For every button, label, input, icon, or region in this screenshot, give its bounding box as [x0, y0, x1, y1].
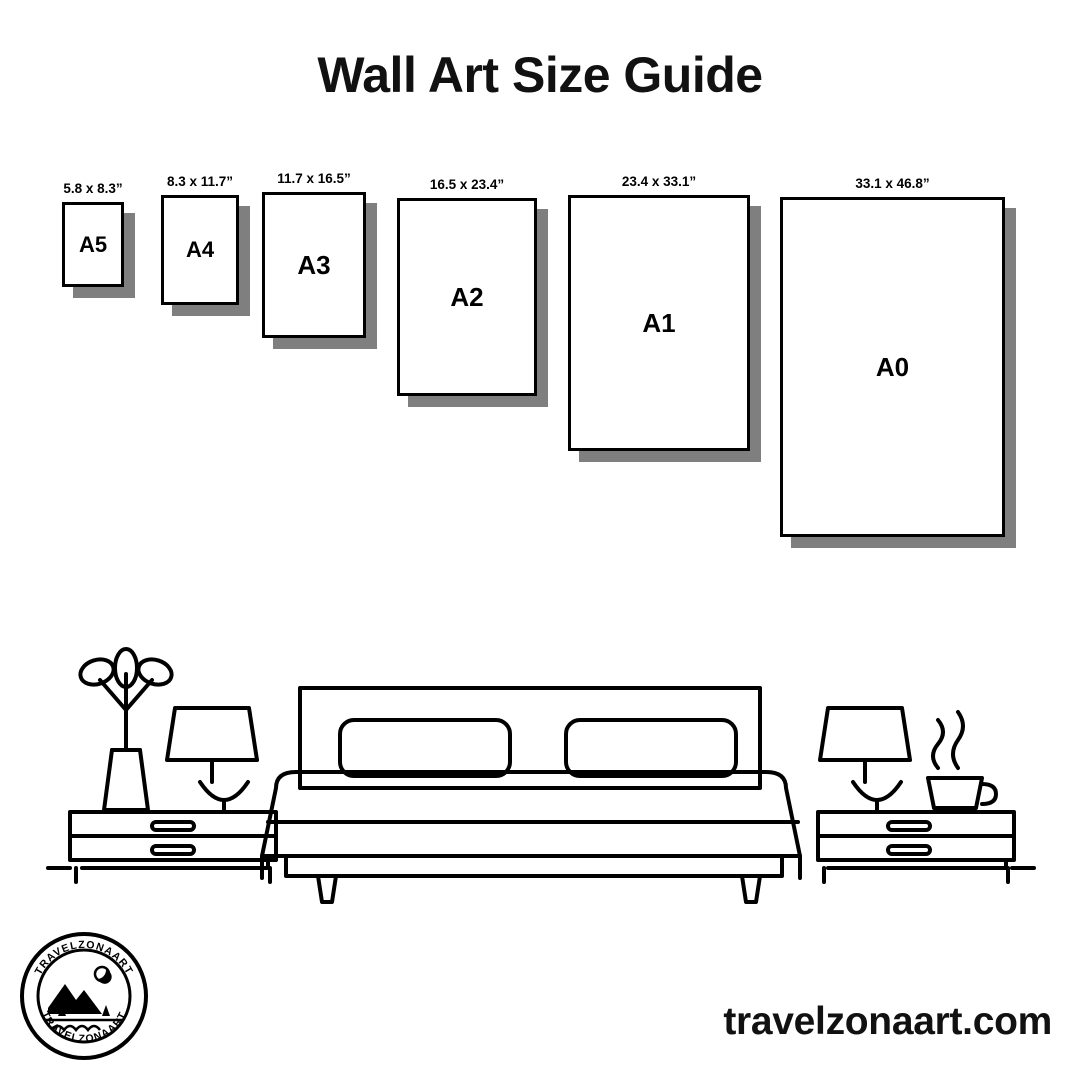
left-nightstand-icon[interactable]	[70, 812, 276, 882]
frame-label-a4: A4	[185, 237, 215, 262]
right-table-lamp-icon	[820, 708, 910, 812]
frame-box-a0[interactable]	[780, 197, 1005, 537]
frame-group-a3[interactable]	[262, 171, 366, 338]
frame-group-a5[interactable]	[62, 181, 124, 287]
frame-dimensions-a4: 8.3 x 11.7”	[166, 174, 234, 189]
frame-box-a4[interactable]	[161, 195, 239, 305]
frame-dimensions-a0: 33.1 x 46.8”	[855, 176, 930, 191]
brand-logo-svg	[18, 930, 150, 1062]
frame-dimensions-a1: 23.4 x 33.1”	[621, 174, 697, 189]
frame-box-a5[interactable]	[62, 202, 124, 287]
website-url[interactable]: travelzonaart.com	[723, 1000, 1052, 1043]
frame-dimensions-a2: 16.5 x 23.4”	[429, 177, 505, 192]
plant-vase-icon	[77, 649, 175, 810]
frame-label-a5: A5	[78, 231, 108, 257]
coffee-cup-icon	[920, 712, 996, 812]
frame-box-a3[interactable]	[262, 192, 366, 338]
frame-group-a0[interactable]	[780, 176, 1005, 537]
logo-text-bottom: TRAVELZONAART	[38, 1009, 130, 1046]
frame-dimensions-a3: 11.7 x 16.5”	[277, 171, 351, 186]
bed-icon[interactable]	[262, 688, 800, 902]
logo-text-top: TRAVELZONAART	[32, 938, 136, 977]
frame-label-a2: A2	[450, 281, 484, 312]
frame-label-a0: A0	[875, 351, 910, 382]
brand-logo[interactable]	[18, 930, 150, 1062]
frame-group-a2[interactable]	[397, 177, 537, 396]
size-chart	[0, 170, 1080, 590]
furniture-svg	[0, 560, 1080, 920]
left-table-lamp-icon	[167, 708, 257, 812]
frame-box-a1[interactable]	[568, 195, 750, 451]
frame-dimensions-a5: 5.8 x 8.3”	[63, 181, 123, 196]
frame-group-a4[interactable]	[161, 174, 239, 305]
frame-label-a3: A3	[297, 249, 331, 280]
bedroom-furniture-illustration	[0, 560, 1080, 920]
frame-label-a1: A1	[642, 307, 676, 338]
frame-group-a1[interactable]	[568, 174, 750, 451]
right-nightstand-icon[interactable]	[818, 812, 1014, 882]
frame-box-a2[interactable]	[397, 198, 537, 396]
page-title: Wall Art Size Guide	[317, 47, 763, 103]
